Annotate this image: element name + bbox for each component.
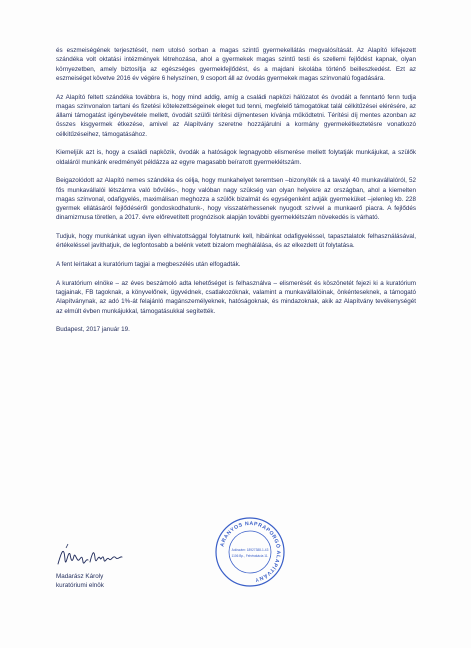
paragraph-7: A kuratórium elnöke – az éves beszámoló adta lehetőséget is felhasználva – elismerését és köszönetét fejezi ki a kuratórium tagjainak, FB tagoknak, a könyvelőnek, ügyvédnek, csatlakozóknak, valamint a munkavállalóinak, önkénteseknek, a támogató Alapítványnak, az adó 1%-át felajánló magánszemélyeknek, hatóságoknak, és mindazoknak, akik az Alapítvány tevékenységét az elmúlt évben munkájukkal, támogatásukkal segítették.	[56, 279, 416, 315]
document-date: Budapest, 2017 január 19.	[56, 326, 130, 334]
signatory-role: kuratóriumi elnök	[56, 581, 104, 589]
signatory	[56, 573, 104, 590]
paragraph-1: és eszmeiségének terjesztését, nem utolsó sorban a magas szintű gyermekellátás megvalósítását. Az Alapító kifejezett szándéka volt oktatási intézmények létrehozása, ahol a gyermekek magas szintű testi és szellemi fejlődést kapnak, olyan környezetben, amely biztosítja az egészséges gyermekfejlődést, és a majdani iskolába történő beilleszkedést. Ezt az eszmeiséget követve 2016 év végére 6 helyszínen, 9 csoport áll az óvodás gyermekek magas színvonalú fogadására.	[56, 47, 416, 82]
stamp-tax-number: Adószám: 18927388-1-43	[231, 548, 269, 552]
signature-area	[56, 520, 436, 630]
paragraph-4: Beigazolódott az Alapító nemes szándéka és célja, hogy munkahelyet teremtsen –bizonyíték rá a tavalyi 40 munkavállalóról, 52 fős munkavállalói létszámra való bővülés-, hogy valóban nagy szükség van olyan helyekre az országban, ahol a kiemelten magas színvonal, odafigyelés, maximálisan meghozza a szülők bizalmát és egységenként adják gyermeküket –jelenleg kb. 228 gyermek ellátásáról fejlődéséről gondoskodhatunk-, hogy visszatérhessenek nyugodt szívvel a munkaerő piacra. A fejlődés dinamizmusa töretlen, a 2017. évre előrevetített prognózisok alapján további gyermeklétszám növekedés is várható.	[56, 177, 416, 222]
paragraph-6: A fent leírtakat a kuratórium tagjai a megbeszélés után elfogadták.	[56, 261, 241, 268]
paragraph-5: Tudjuk, hogy munkánkat ugyan ilyen elhivatottsággal folytatnunk kell, hibáinkat odafigyeléssel, tapasztalatok felhasználásával, értékeléssel javíthatjuk, de legfontosabb a belénk vetett bizalom meghálálása, és az elkezdett út folytatása.	[56, 233, 416, 250]
paragraph-3: Kiemeljük azt is, hogy a családi napközik, óvodák a hatóságok legnagyobb elismerése mellett folytatják munkájukat, a szülők oldaláról munkánk eredményét példázza az egyre magasabb beírатott gyermeklétszám.	[56, 149, 416, 166]
stamp-ring-text: ARANYOS NAPRAPORGÓ ALAPÍTVÁNY	[219, 520, 282, 583]
paragraph-2: Az Alapító feltett szándéka továbbra is, hogy mind addig, amíg a családi napközi hálózatot és óvodáit a fenntartó fenn tudja magas színvonalon tartani és fizetési kötelezettségeinek eleget tud tenni, megfelelő támogatókat talál célkitűzései elérésére, az állami támogatást igénybevétele mellett, óvodáit szülői térítési díjmentesen kívánja működtetni. Térítési díj mentes azonban az összes kisgyermek étkezése, amivel az Alapítvány szeretne hozzájárulni a kormány gyermekétkeztetésre vonatkozó célkitűzéseihez, támogatásához.	[56, 93, 416, 138]
signatory-name: Madarász Károly	[56, 573, 104, 580]
handwritten-signature	[56, 540, 126, 570]
document-body	[56, 46, 416, 344]
foundation-stamp	[214, 516, 286, 588]
stamp-address: 1106 Bp., Fehérakácia 11.	[231, 554, 269, 558]
